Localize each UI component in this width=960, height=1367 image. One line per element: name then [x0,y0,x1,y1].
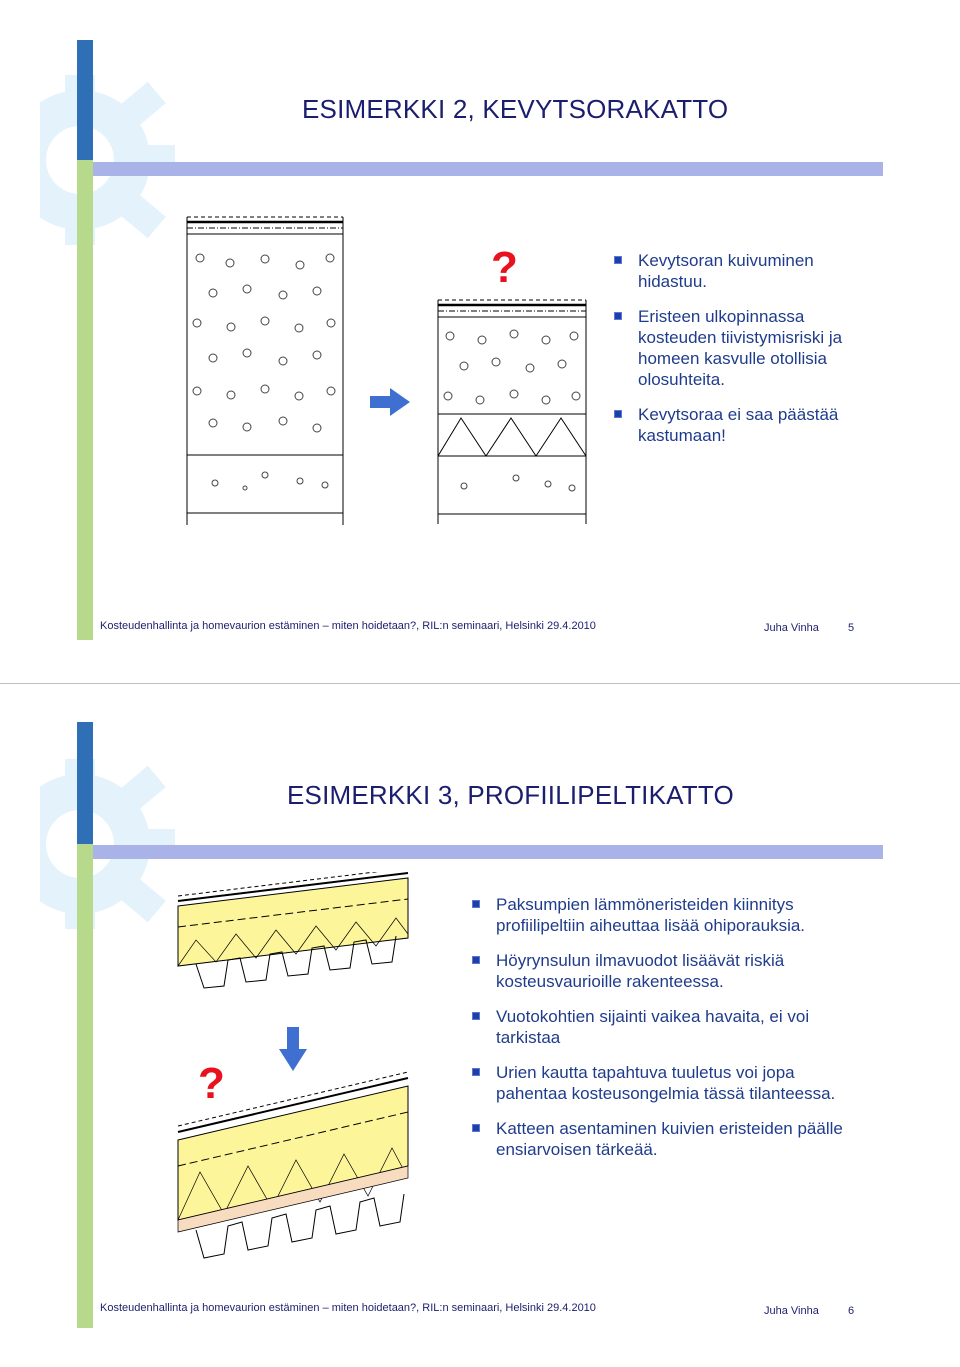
bullet-square-icon [472,956,480,964]
accent-bar-green [77,160,93,640]
slide-title: ESIMERKKI 2, KEVYTSORAKATTO [302,94,729,124]
footer-author: Juha Vinha [764,1305,819,1317]
slide-title: ESIMERKKI 3, PROFIILIPELTIKATTO [287,780,734,810]
profile-roof-before-drawing [176,872,412,1002]
roof-section-before-drawing [185,213,345,528]
footer-author: Juha Vinha [764,622,819,634]
bullet-item: Urien kautta tapahtuva tuuletus voi jopa pahentaa kosteusongelmia tässä tilanteessa. [472,1062,852,1104]
title-underline [93,845,883,859]
bullet-square-icon [472,900,480,908]
arrow-right-icon [370,388,410,416]
roof-section-after-drawing [436,296,588,528]
question-mark: ? [491,243,518,292]
bullet-item: Paksumpien lämmöneristeiden kiinnitys profiilipeltiin aiheuttaa lisää ohiporauksia. [472,894,852,936]
bullet-square-icon [614,312,622,320]
question-mark: ? [198,1059,225,1108]
arrow-down-icon [279,1027,307,1071]
title-underline [93,162,883,176]
bullet-item: Vuotokohtien sijainti vaikea havaita, ei voi tarkistaa [472,1006,852,1048]
bullet-item: Katteen asentaminen kuivien eristeiden päälle ensiarvoisen tärkeää. [472,1118,852,1160]
bullet-item: Eristeen ulkopinnassa kosteuden tiivistymisriski ja homeen kasvulle otollisia olosuhteita. [614,306,854,390]
accent-bar-blue [77,722,93,844]
accent-bar-green [77,844,93,1328]
bullet-item: Kevytsoraa ei saa päästää kastumaan! [614,404,854,446]
bullet-item: Höyrynsulun ilmavuodot lisäävät riskiä kosteusvaurioille rakenteessa. [472,950,852,992]
bullet-square-icon [614,256,622,264]
bullet-square-icon [472,1068,480,1076]
page-number: 6 [848,1305,855,1317]
bullet-list [614,250,854,460]
bullet-item: Kevytsoran kuivuminen hidastuu. [614,250,854,292]
bullet-list [472,894,852,1174]
slide-6 [0,684,960,1367]
footer-text: Kosteudenhallinta ja homevaurion estäminen – miten hoidetaan?, RIL:n seminaari, Helsinki 29.4.2010 [100,1302,596,1314]
slide-5 [0,0,960,683]
profile-roof-after-drawing [176,1068,412,1278]
bullet-square-icon [614,410,622,418]
gear-watermark-icon [40,60,190,260]
accent-bar-blue [77,40,93,160]
page-number: 5 [848,622,855,634]
footer-text: Kosteudenhallinta ja homevaurion estäminen – miten hoidetaan?, RIL:n seminaari, Helsinki 29.4.2010 [100,620,596,632]
gear-watermark-icon [40,744,190,944]
bullet-square-icon [472,1012,480,1020]
bullet-square-icon [472,1124,480,1132]
